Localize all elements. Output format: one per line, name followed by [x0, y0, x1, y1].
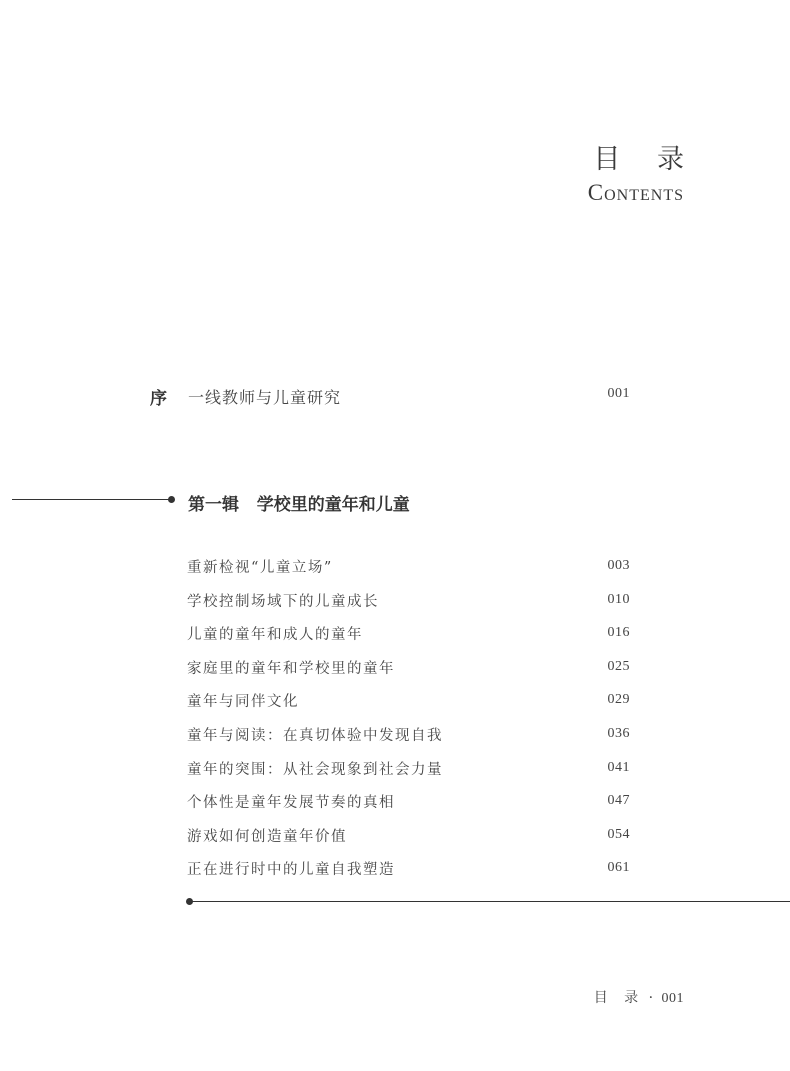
toc-entry[interactable]: [187, 755, 630, 789]
preface-mark: 序: [150, 389, 167, 409]
toc-entry-page: 025: [607, 658, 630, 674]
toc-entry-title: 儿童的童年和成人的童年: [187, 627, 363, 644]
footer-page-number: 001: [661, 991, 684, 1006]
page-heading: [587, 140, 698, 206]
toc-entry-title: 童年的突围：从社会现象到社会力量: [187, 761, 443, 778]
toc-entry-page: 054: [607, 826, 630, 842]
part-divider-line: [12, 499, 172, 500]
page-footer: [594, 987, 684, 1007]
section-end-line: [190, 901, 790, 902]
toc-entry-title: 正在进行时中的儿童自我塑造: [187, 862, 395, 879]
toc-entry[interactable]: [187, 855, 630, 889]
toc-entry-preface[interactable]: [150, 384, 630, 409]
heading-title-english: Contents: [587, 180, 684, 205]
toc-entry-title: 个体性是童年发展节奏的真相: [187, 795, 395, 812]
part-divider-dot: [168, 496, 175, 503]
toc-entry[interactable]: [187, 553, 630, 587]
toc-entry-title: 家庭里的童年和学校里的童年: [187, 660, 395, 677]
preface-title: 一线教师与儿童研究: [188, 388, 342, 407]
toc-entry-page: 029: [607, 692, 630, 708]
toc-entry[interactable]: [187, 721, 630, 755]
toc-entry[interactable]: [187, 654, 630, 688]
toc-entry-page: 061: [607, 860, 630, 876]
toc-entry-page: 016: [607, 625, 630, 641]
toc-entry-page: 036: [607, 725, 630, 741]
toc-entry-title: 童年与阅读：在真切体验中发现自我: [187, 727, 443, 744]
part-title: 第一辑 学校里的童年和儿童: [188, 495, 410, 515]
toc-entry[interactable]: [187, 687, 630, 721]
preface-page-number: 001: [607, 386, 630, 401]
toc-entry-page: 041: [607, 759, 630, 775]
toc-entry-title: 学校控制场域下的儿童成长: [187, 593, 379, 610]
toc-entry-page: 003: [607, 558, 630, 573]
toc-list: [187, 553, 630, 889]
toc-entry-title: 重新检视“儿童立场”: [187, 560, 333, 576]
toc-entry[interactable]: [187, 587, 630, 621]
toc-entry[interactable]: [187, 788, 630, 822]
footer-separator: ·: [648, 990, 654, 1006]
toc-entry[interactable]: [187, 620, 630, 654]
footer-label: 目 录: [593, 990, 645, 1006]
heading-title-chinese: 目 录: [593, 144, 698, 175]
toc-entry-page: 010: [607, 591, 630, 607]
toc-entry[interactable]: [187, 822, 630, 856]
toc-entry-title: 童年与同伴文化: [187, 694, 299, 711]
toc-entry-page: 047: [607, 793, 630, 809]
toc-entry-title: 游戏如何创造童年价值: [187, 828, 347, 845]
